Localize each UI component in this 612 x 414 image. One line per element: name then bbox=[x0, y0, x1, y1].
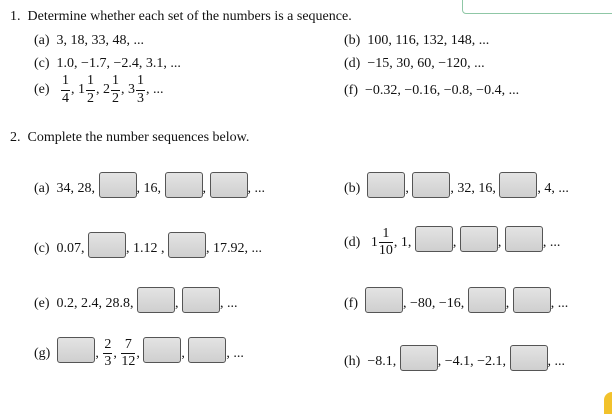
denominator: 3 bbox=[104, 354, 112, 370]
item-label: (b) bbox=[344, 181, 361, 196]
item-label: (f) bbox=[344, 83, 358, 98]
answer-box[interactable] bbox=[415, 226, 453, 252]
sequence-text: , 1, bbox=[393, 234, 412, 250]
item-label: (c) bbox=[34, 241, 50, 256]
item-label: (d) bbox=[344, 234, 361, 250]
answer-box[interactable] bbox=[468, 287, 506, 313]
q2-item-g bbox=[34, 337, 244, 370]
sequence-text: −8.1, bbox=[367, 354, 397, 369]
ellipsis: , ... bbox=[146, 82, 164, 98]
sequence-text: −0.32, −0.16, −0.8, −0.4, ... bbox=[365, 83, 520, 98]
q2-item-a bbox=[34, 172, 265, 198]
answer-box[interactable] bbox=[513, 287, 551, 313]
question-1-heading bbox=[10, 10, 352, 24]
answer-box[interactable] bbox=[99, 172, 137, 198]
ellipsis: , ... bbox=[247, 181, 266, 196]
answer-box[interactable] bbox=[505, 226, 543, 252]
answer-box[interactable] bbox=[365, 287, 403, 313]
denominator: 3 bbox=[137, 90, 145, 106]
q1-item-a bbox=[34, 34, 144, 48]
q1-item-d bbox=[344, 57, 485, 71]
sequence-text: 1.0, −1.7, −2.4, 3.1, ... bbox=[56, 56, 181, 71]
separator: , bbox=[121, 82, 125, 98]
denominator: 10 bbox=[378, 243, 393, 259]
separator: , bbox=[175, 296, 179, 311]
separator: , bbox=[136, 345, 140, 361]
q2-item-d bbox=[344, 226, 560, 259]
whole-number: 3 bbox=[128, 82, 136, 98]
sequence-text: , −4.1, −2.1, bbox=[437, 354, 507, 369]
fraction bbox=[86, 74, 95, 106]
answer-box[interactable] bbox=[88, 232, 126, 258]
item-label: (d) bbox=[344, 56, 361, 71]
denominator: 4 bbox=[62, 90, 70, 106]
sequence-text: 34, 28, bbox=[56, 181, 96, 196]
answer-box[interactable] bbox=[182, 287, 220, 313]
sequence-text: , 4, ... bbox=[537, 181, 569, 196]
sequence-text: , 17.92, ... bbox=[206, 241, 263, 256]
denominator: 12 bbox=[121, 354, 136, 370]
whole-number: 1 bbox=[370, 234, 378, 250]
q1-item-c bbox=[34, 57, 181, 71]
answer-box[interactable] bbox=[168, 232, 206, 258]
separator: , bbox=[113, 345, 117, 361]
numerator: 1 bbox=[136, 74, 145, 91]
separator: , bbox=[95, 345, 99, 361]
sequence-text: , −80, −16, bbox=[403, 296, 465, 311]
fraction bbox=[136, 74, 145, 106]
question-2-prompt: Complete the number sequences below. bbox=[27, 130, 250, 145]
question-2-number: 2. bbox=[10, 130, 21, 145]
q1-item-b bbox=[344, 34, 489, 48]
q1-item-f bbox=[344, 84, 519, 98]
ellipsis: , ... bbox=[547, 354, 566, 369]
ellipsis: , ... bbox=[220, 296, 238, 311]
whole-number: 2 bbox=[103, 82, 111, 98]
item-label: (g) bbox=[34, 345, 51, 361]
answer-box[interactable] bbox=[188, 337, 226, 363]
answer-box[interactable] bbox=[165, 172, 203, 198]
separator: , bbox=[181, 345, 185, 361]
fraction bbox=[61, 74, 70, 106]
q2-item-f bbox=[344, 287, 568, 313]
separator: , bbox=[405, 181, 409, 196]
item-label: (h) bbox=[344, 354, 361, 369]
answer-box[interactable] bbox=[460, 226, 498, 252]
q1-item-e bbox=[34, 74, 164, 106]
sequence-text: , 16, bbox=[136, 181, 162, 196]
q2-item-e bbox=[34, 287, 238, 313]
decorative-yellow-corner bbox=[604, 392, 612, 414]
item-label: (f) bbox=[344, 296, 358, 311]
sequence-text: , 32, 16, bbox=[450, 181, 496, 196]
separator: , bbox=[202, 181, 207, 196]
numerator: 1 bbox=[111, 74, 120, 91]
denominator: 2 bbox=[87, 90, 95, 106]
sequence-text: 0.2, 2.4, 28.8, bbox=[56, 296, 134, 311]
answer-box[interactable] bbox=[367, 172, 405, 198]
question-1-number: 1. bbox=[10, 9, 21, 24]
separator: , bbox=[71, 82, 75, 98]
question-2-heading bbox=[10, 131, 249, 145]
item-label: (a) bbox=[34, 33, 50, 48]
fraction bbox=[111, 74, 120, 106]
answer-box[interactable] bbox=[499, 172, 537, 198]
answer-box[interactable] bbox=[137, 287, 175, 313]
ellipsis: , ... bbox=[550, 296, 569, 311]
separator: , bbox=[497, 234, 502, 250]
item-label: (e) bbox=[34, 82, 50, 98]
numerator: 1 bbox=[86, 74, 95, 91]
ellipsis: , ... bbox=[226, 345, 244, 361]
separator: , bbox=[505, 296, 510, 311]
q2-item-h bbox=[344, 345, 565, 371]
question-1-prompt: Determine whether each set of the numbers is a sequence. bbox=[27, 9, 352, 24]
item-label: (a) bbox=[34, 181, 50, 196]
q2-item-c bbox=[34, 232, 262, 258]
sequence-text: −15, 30, 60, −120, ... bbox=[367, 56, 485, 71]
sequence-text: 0.07, bbox=[56, 241, 85, 256]
numerator: 2 bbox=[103, 338, 112, 355]
numerator: 1 bbox=[61, 74, 70, 91]
answer-box[interactable] bbox=[510, 345, 548, 371]
sequence-text: 3, 18, 33, 48, ... bbox=[56, 33, 145, 48]
sequence-text: 100, 116, 132, 148, ... bbox=[367, 33, 490, 48]
ellipsis: , ... bbox=[542, 234, 561, 250]
item-label: (e) bbox=[34, 296, 50, 311]
item-label: (b) bbox=[344, 33, 361, 48]
whole-number: 1 bbox=[78, 82, 86, 98]
answer-box[interactable] bbox=[143, 337, 181, 363]
q2-item-b bbox=[344, 172, 569, 198]
decorative-frame-corner bbox=[462, 0, 612, 14]
item-label: (c) bbox=[34, 56, 50, 71]
denominator: 2 bbox=[112, 90, 120, 106]
answer-box[interactable] bbox=[412, 172, 450, 198]
separator: , bbox=[96, 82, 100, 98]
separator: , bbox=[452, 234, 457, 250]
numerator: 7 bbox=[121, 338, 135, 355]
answer-box[interactable] bbox=[57, 337, 95, 363]
fraction bbox=[103, 338, 112, 370]
answer-box[interactable] bbox=[400, 345, 438, 371]
fraction bbox=[379, 227, 393, 259]
fraction bbox=[121, 338, 135, 370]
numerator: 1 bbox=[379, 227, 393, 244]
answer-box[interactable] bbox=[210, 172, 248, 198]
sequence-text: , 1.12 , bbox=[126, 241, 165, 256]
